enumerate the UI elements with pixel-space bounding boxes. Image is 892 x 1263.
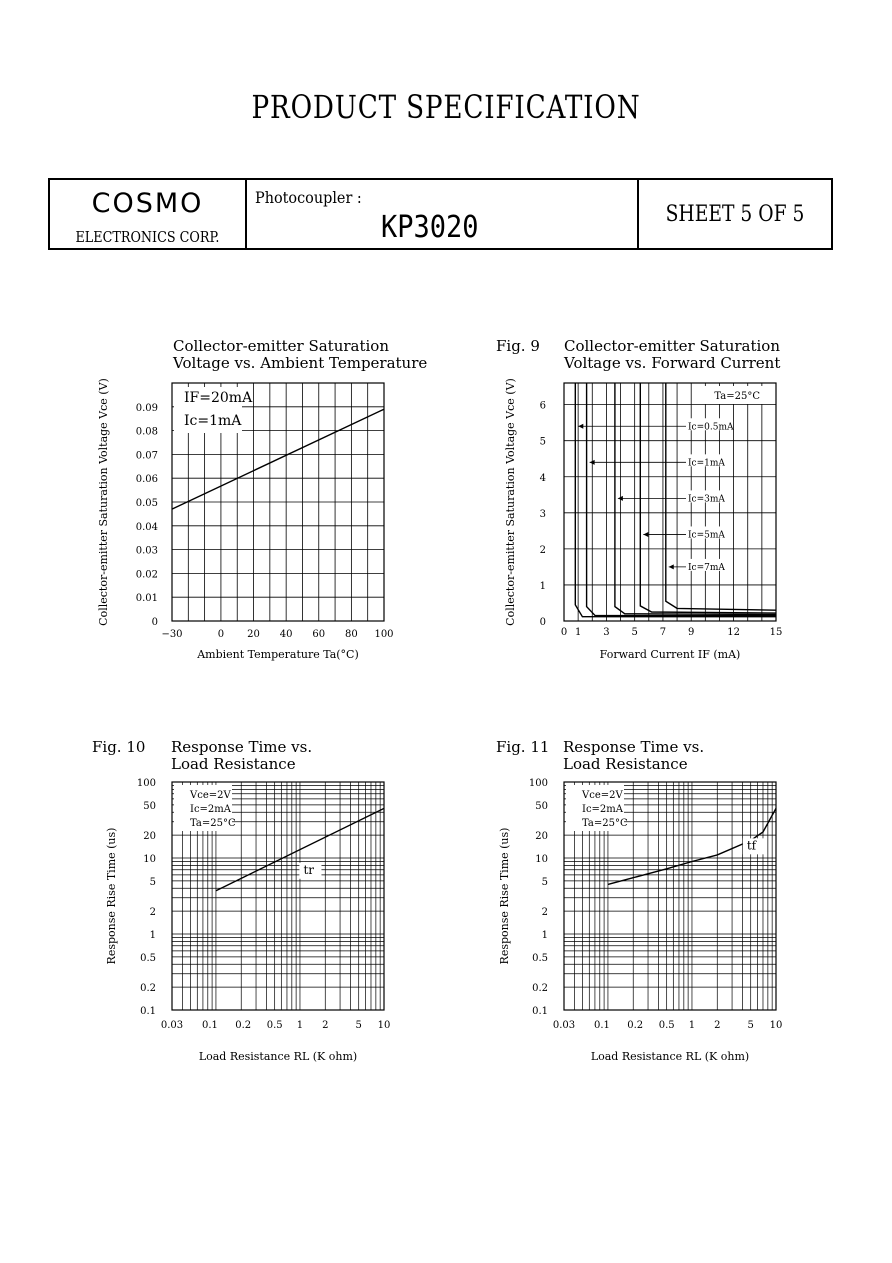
chart-title-line: Voltage vs. Ambient Temperature <box>173 354 428 372</box>
chart-fig11 <box>496 738 782 1063</box>
chart-title-line: Response Time vs. <box>563 738 705 756</box>
x-axis-label: Load Resistance RL (K ohm) <box>590 1050 750 1063</box>
page-title: PRODUCT SPECIFICATION <box>251 88 641 126</box>
x-tick-label: 60 <box>312 629 326 640</box>
x-tick-label: 0.03 <box>552 1020 576 1031</box>
series-label: tf <box>746 838 757 853</box>
y-tick-label: 0.5 <box>140 952 156 964</box>
y-tick-label: 0.03 <box>135 545 158 557</box>
part-number: KP3020 <box>381 210 479 245</box>
x-tick-label: 3 <box>603 627 610 638</box>
chart-title-line: Voltage vs. Forward Current <box>564 354 781 372</box>
sheet-number: SHEET 5 OF 5 <box>665 202 805 227</box>
y-tick-label: 0.09 <box>135 402 158 414</box>
x-tick-label: 5 <box>747 1020 754 1031</box>
y-tick-label: 20 <box>535 831 548 843</box>
y-tick-label: 4 <box>539 472 546 484</box>
y-tick-label: 100 <box>136 778 156 789</box>
y-tick-label: 0.1 <box>140 1006 156 1017</box>
figure-label: Fig. 10 <box>92 738 146 756</box>
y-axis-label: Collector-emitter Saturation Voltage Vce (V) <box>97 378 110 626</box>
condition-label: Ic=2mA <box>582 804 623 815</box>
chart-title-line: Load Resistance <box>171 755 296 773</box>
x-tick-label: 20 <box>247 629 260 640</box>
y-tick-label: 0.2 <box>532 983 548 995</box>
x-tick-label: 15 <box>769 627 783 638</box>
y-tick-label: 2 <box>541 907 548 919</box>
y-axis-label: Response Rise Time (us) <box>498 827 511 965</box>
figure-label: Fig. 9 <box>496 337 540 355</box>
chart-fig8 <box>97 337 427 661</box>
chart-fig9 <box>496 337 782 661</box>
y-tick-label: 1 <box>149 930 156 941</box>
y-tick-label: 0.01 <box>135 593 158 605</box>
y-tick-label: 10 <box>143 854 156 865</box>
y-tick-label: 0 <box>539 617 546 628</box>
condition-if: IF=20mA <box>184 390 253 406</box>
x-tick-label: 0.5 <box>266 1020 283 1031</box>
x-tick-label: 1 <box>296 1020 304 1031</box>
x-tick-label: 10 <box>769 1020 783 1031</box>
y-tick-label: 0.1 <box>532 1006 548 1017</box>
company-name: ELECTRONICS CORP. <box>75 228 220 246</box>
y-tick-label: 10 <box>535 854 548 865</box>
chart-title-line: Collector-emitter Saturation <box>564 337 780 355</box>
x-tick-label: −30 <box>161 629 183 640</box>
x-tick-label: 5 <box>355 1020 362 1031</box>
y-tick-label: 0.5 <box>532 952 548 964</box>
x-tick-label: 0 <box>560 627 568 638</box>
y-tick-label: 0.06 <box>135 474 158 486</box>
x-tick-label: 0.03 <box>160 1020 184 1031</box>
y-tick-label: 1 <box>541 930 548 941</box>
series-arrow <box>669 564 674 569</box>
x-axis-label: Ambient Temperature Ta(°C) <box>197 648 359 661</box>
series-label: Ic=7mA <box>688 562 725 573</box>
y-tick-label: 50 <box>143 800 156 812</box>
y-tick-label: 100 <box>528 778 548 789</box>
y-tick-label: 0.02 <box>135 569 158 581</box>
condition-label: Ta=25°C <box>190 818 236 829</box>
x-axis-label: Load Resistance RL (K ohm) <box>198 1050 358 1063</box>
x-tick-label: 0.2 <box>627 1020 644 1031</box>
y-tick-label: 0.07 <box>135 450 158 462</box>
series-label: Ic=3mA <box>688 494 725 505</box>
x-tick-label: 10 <box>377 1020 391 1031</box>
y-axis-label: Collector-emitter Saturation Voltage Vce (V) <box>504 378 517 626</box>
x-axis-label: Forward Current IF (mA) <box>599 648 741 661</box>
y-tick-label: 0 <box>151 617 158 628</box>
series-label: tr <box>303 862 315 877</box>
chart-title-line: Response Time vs. <box>171 738 313 756</box>
chart-title-line: Load Resistance <box>563 755 688 773</box>
condition-ic: Ic=1mA <box>184 413 242 429</box>
x-tick-label: 5 <box>631 627 638 638</box>
series-arrow <box>578 424 583 429</box>
x-tick-label: 1 <box>688 1020 696 1031</box>
y-tick-label: 2 <box>539 544 546 556</box>
chart-fig10 <box>92 738 390 1063</box>
y-tick-label: 0.04 <box>135 521 158 533</box>
y-tick-label: 1 <box>539 580 546 592</box>
x-tick-label: 80 <box>345 629 358 640</box>
condition-label: Ta=25°C <box>714 391 760 402</box>
x-tick-label: 2 <box>714 1020 721 1031</box>
series-arrow <box>643 532 648 537</box>
series-label: Ic=0.5mA <box>688 422 734 433</box>
condition-label: Vce=2V <box>190 790 231 801</box>
y-tick-label: 0.2 <box>140 983 156 995</box>
chart-title-line: Collector-emitter Saturation <box>173 337 389 355</box>
x-tick-label: 2 <box>322 1020 329 1031</box>
x-tick-label: 1 <box>574 627 582 638</box>
company-logo: COSMO <box>91 188 204 219</box>
x-tick-label: 0.1 <box>201 1020 218 1031</box>
series-line <box>575 383 776 617</box>
condition-label: Ic=2mA <box>190 804 231 815</box>
y-tick-label: 0.08 <box>135 426 158 438</box>
y-tick-label: 50 <box>535 800 548 812</box>
x-tick-label: 9 <box>688 627 695 638</box>
y-axis-label: Response Rise Time (us) <box>105 827 118 965</box>
x-tick-label: 0.1 <box>593 1020 610 1031</box>
x-tick-label: 7 <box>659 627 667 638</box>
product-label: Photocoupler : <box>255 188 362 207</box>
y-tick-label: 6 <box>539 400 546 412</box>
y-tick-label: 0.05 <box>135 498 158 509</box>
x-tick-label: 0.5 <box>658 1020 675 1031</box>
y-tick-label: 2 <box>149 907 156 919</box>
series-label: Ic=5mA <box>688 530 725 541</box>
x-tick-label: 40 <box>279 629 293 640</box>
x-tick-label: 0 <box>217 629 225 640</box>
y-tick-label: 5 <box>539 436 546 448</box>
series-label: Ic=1mA <box>688 458 725 469</box>
condition-label: Ta=25°C <box>582 818 628 829</box>
figure-label: Fig. 11 <box>496 738 550 756</box>
y-tick-label: 5 <box>149 876 156 888</box>
x-tick-label: 12 <box>727 627 740 638</box>
x-tick-label: 0.2 <box>235 1020 252 1031</box>
y-tick-label: 3 <box>539 508 546 520</box>
x-tick-label: 100 <box>374 629 394 640</box>
y-tick-label: 5 <box>541 876 548 888</box>
y-tick-label: 20 <box>143 831 156 843</box>
condition-label: Vce=2V <box>582 790 623 801</box>
